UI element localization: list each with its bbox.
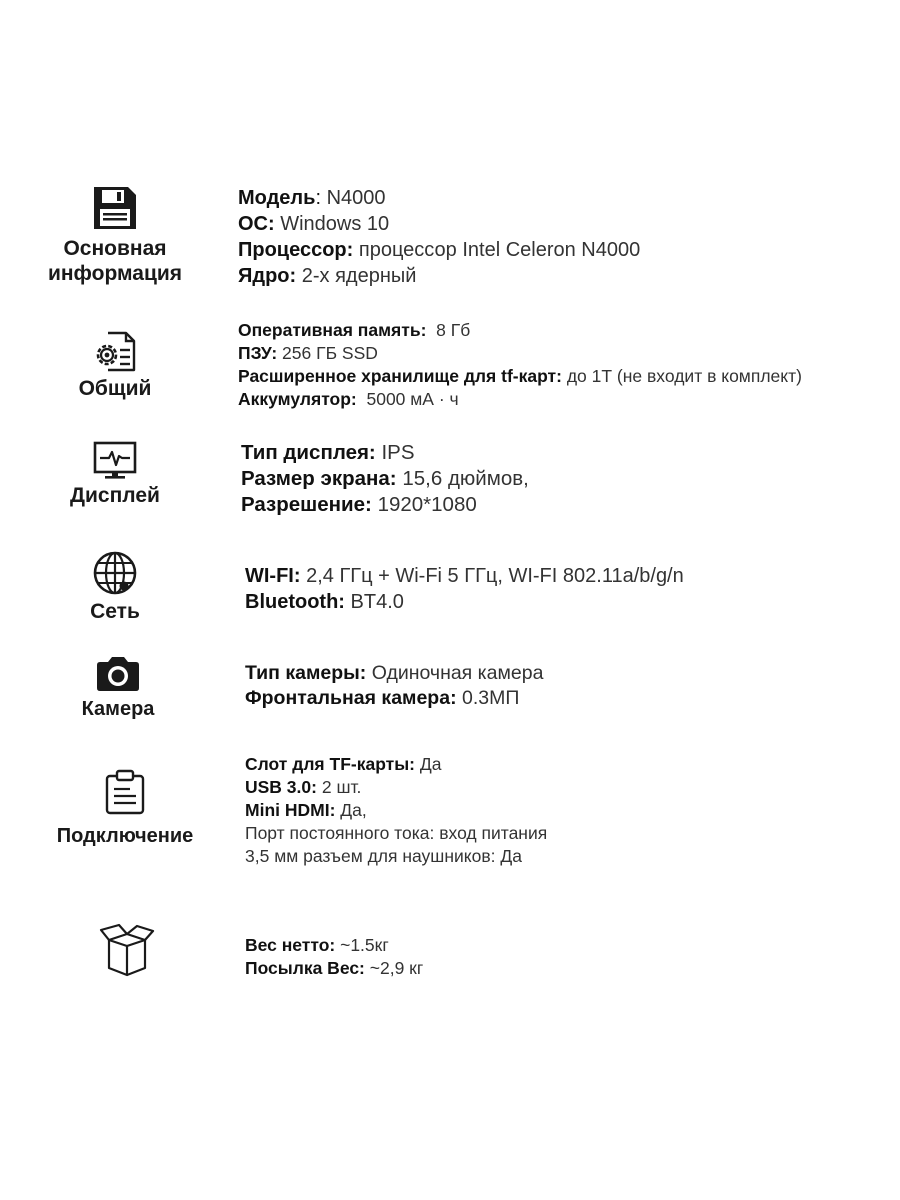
spec-value: ~2,9 кг (369, 958, 424, 978)
spec-key: Расширенное хранилище для tf-карт: (238, 366, 562, 386)
spec-value: 0.3МП (461, 687, 520, 709)
globe-network-icon (91, 549, 139, 597)
category-label: Дисплей (70, 484, 160, 507)
spec-line (245, 845, 547, 868)
spec-value: Да, (340, 800, 367, 820)
spec-line (245, 589, 684, 615)
basic-info-specs (238, 185, 640, 289)
spec-line (238, 342, 802, 365)
spec-line (238, 388, 802, 411)
spec-value: Одиночная камера (371, 662, 544, 684)
category-label: информация (47, 262, 183, 286)
spec-value: Порт постоянного тока: вход питания (245, 823, 548, 843)
clipboard-icon (101, 768, 149, 816)
spec-key: WI-FI: (245, 565, 301, 587)
category-label: Подключение (56, 825, 194, 847)
spec-value: процессор Intel Celeron N4000 (358, 239, 641, 261)
camera-specs (245, 661, 543, 711)
spec-value: до 1Т (не входит в комплект) (566, 366, 802, 386)
spec-line (238, 185, 640, 211)
spec-key: Ядро: (238, 265, 297, 287)
spec-key: Процессор: (238, 239, 354, 261)
spec-value: Windows 10 (280, 213, 390, 235)
connection-specs (245, 753, 547, 868)
spec-key: USB 3.0: (245, 777, 317, 797)
spec-line (238, 211, 640, 237)
spec-value: IPS (381, 441, 415, 464)
weight-specs (245, 934, 423, 980)
spec-key: Слот для TF-карты: (245, 754, 416, 774)
spec-line (238, 365, 802, 388)
spec-line (245, 776, 547, 799)
spec-line (241, 492, 529, 518)
floppy-disk-icon (90, 184, 140, 232)
category-label: Камера (81, 698, 155, 720)
spec-key: Bluetooth: (245, 591, 345, 613)
spec-line (245, 563, 684, 589)
category-label: Основная (63, 237, 167, 260)
spec-value: Да (419, 754, 442, 774)
spec-line (245, 957, 423, 980)
spec-key: Фронтальная камера: (245, 687, 457, 709)
spec-line (238, 263, 640, 289)
spec-line (241, 466, 529, 492)
spec-key: Тип камеры: (245, 662, 367, 684)
spec-sep (426, 320, 436, 340)
display-category (20, 440, 210, 508)
spec-key: Тип дисплея: (241, 441, 376, 464)
spec-value: 5000 мА · ч (366, 389, 459, 409)
spec-value: 2-х ядерный (301, 265, 417, 287)
spec-value: ~1.5кг (340, 935, 389, 955)
spec-key: Посылка Вес: (245, 958, 365, 978)
display-specs (241, 440, 529, 518)
spec-key: Аккумулятор: (238, 389, 357, 409)
monitor-pulse-icon (92, 440, 138, 480)
spec-value: 256 ГБ SSD (282, 343, 378, 363)
spec-key: Вес нетто: (245, 935, 336, 955)
spec-line (245, 661, 543, 686)
spec-line (238, 319, 802, 342)
spec-sep: : (315, 187, 327, 209)
gear-document-icon (92, 330, 138, 374)
spec-key: ОС: (238, 213, 275, 235)
spec-line (238, 237, 640, 263)
spec-line (245, 934, 423, 957)
spec-line (245, 686, 543, 711)
camera-category (23, 655, 213, 721)
spec-line (245, 799, 547, 822)
spec-key: Модель (238, 187, 316, 209)
spec-value: 2,4 ГГц + Wi-Fi 5 ГГц, WI-FI 802.11a/b/g/n (306, 565, 684, 587)
package-box-icon (97, 922, 157, 978)
spec-line (241, 440, 529, 466)
spec-line (245, 822, 547, 845)
spec-value: 8 Гб (436, 320, 471, 340)
connection-category (30, 768, 220, 848)
category-label: Сеть (90, 600, 140, 623)
spec-key: Разрешение: (241, 493, 372, 516)
camera-icon (94, 655, 142, 693)
weight-category (32, 922, 222, 978)
spec-key: ПЗУ: (238, 343, 278, 363)
spec-value: N4000 (326, 187, 386, 209)
spec-key: Оперативная память: (238, 320, 427, 340)
general-specs (238, 319, 802, 411)
category-label: Общий (78, 377, 152, 400)
spec-key: Размер экрана: (241, 467, 397, 490)
spec-key: Mini HDMI: (245, 800, 336, 820)
spec-value: 1920*1080 (377, 493, 477, 516)
spec-line (245, 753, 547, 776)
network-category (20, 549, 210, 624)
spec-value: BT4.0 (350, 591, 404, 613)
spec-value: 2 шт. (321, 777, 362, 797)
basic-info-category (20, 184, 210, 286)
spec-value: 3,5 мм разъем для наушников: Да (245, 846, 522, 866)
network-specs (245, 563, 684, 615)
spec-value: 15,6 дюймов, (402, 467, 529, 490)
general-category (20, 330, 210, 401)
